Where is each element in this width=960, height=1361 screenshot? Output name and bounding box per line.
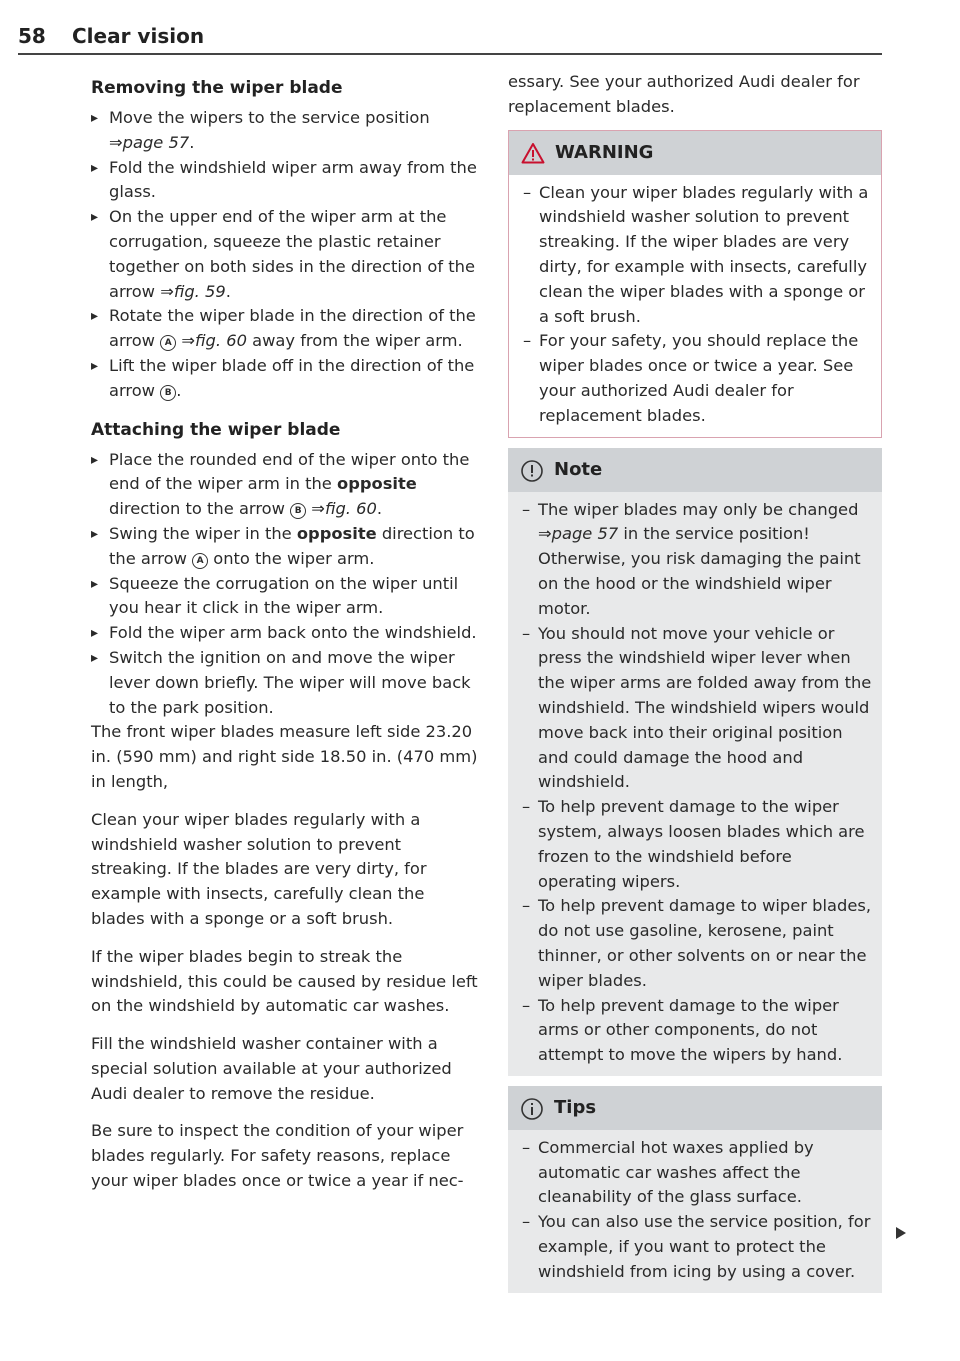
list-item: – You can also use the service position, for example, if you want to protect the windshield from icing by using a cover. (522, 1210, 872, 1284)
list-item: – To help prevent damage to wiper blades, do not use gasoline, kerosene, paint thinner, or other solvents on or near the wiper blades. (522, 894, 872, 993)
removing-heading: Removing the wiper blade (91, 78, 343, 98)
fig-ref-link[interactable]: ⇒fig. 60 (306, 499, 377, 519)
list-item: ▸ Lift the wiper blade off in the direction of the arrow B . (91, 354, 479, 404)
page-number: 58 (18, 24, 46, 48)
note-body (508, 492, 882, 1076)
tips-title: Tips (554, 1096, 597, 1118)
list-item: – Clean your wiper blades regularly with a windshield washer solution to prevent streaking. If the wiper blades are very dirty, for example with insects, carefully clean the wiper blades with a sponge or a soft brush. (523, 181, 871, 330)
list-item: ▸ Fold the windshield wiper arm away from the glass. (91, 156, 479, 206)
circle-a-icon: A (192, 553, 208, 569)
paragraph: The front wiper blades measure left side 23.20 in. (590 mm) and right side 18.50 in. (470 mm) in length, (91, 722, 478, 791)
list-item: ▸ Fold the wiper arm back onto the windshield. (91, 621, 479, 646)
warning-header (509, 131, 881, 175)
warning-triangle-icon (521, 142, 545, 172)
header-rule (18, 53, 882, 55)
page-ref-link[interactable]: ⇒page 57 (538, 524, 619, 544)
list-item: ▸ Move the wipers to the service position ⇒page 57. (91, 106, 479, 156)
paragraph: If the wiper blades begin to streak the windshield, this could be caused by residue left on the windshield by automatic car washes. (91, 946, 478, 1016)
list-item: – Commercial hot waxes applied by automatic car washes affect the cleanability of the glass surface. (522, 1136, 872, 1210)
tips-header (508, 1086, 882, 1130)
note-box (508, 448, 882, 1076)
list-item: – For your safety, you should replace the wiper blades once or twice a year. See your authorized Audi dealer for replacement blades. (523, 329, 871, 428)
warning-title: WARNING (555, 141, 654, 163)
list-item: ▸ Rotate the wiper blade in the direction of the arrow A ⇒fig. 60 away from the wiper arm. (91, 304, 479, 354)
list-item: ▸ On the upper end of the wiper arm at the corrugation, squeeze the plastic retainer together on both sides in the direction of the arrow ⇒fig. 59. (91, 205, 479, 304)
warning-body (509, 175, 881, 437)
warning-box (508, 130, 882, 438)
attaching-steps (91, 448, 479, 721)
section-title: Clear vision (72, 24, 205, 48)
continue-arrow-icon (894, 1225, 908, 1244)
continued-paragraph: essary. See your authorized Audi dealer for replacement blades. (508, 72, 860, 116)
exclamation-circle-icon (520, 459, 544, 491)
paragraph: Fill the windshield washer container with a special solution available at your authorized Audi dealer to remove the residue. (91, 1034, 452, 1103)
circle-a-icon: A (160, 335, 176, 351)
list-item: – The wiper blades may only be changed ⇒page 57 in the service position! Otherwise, you risk damaging the paint on the hood or the windshield wiper motor. (522, 498, 872, 622)
note-header (508, 448, 882, 492)
circle-b-icon: B (160, 385, 176, 401)
list-item: ▸ Place the rounded end of the wiper onto the end of the wiper arm in the opposite direction to the arrow B ⇒fig. 60. (91, 448, 479, 522)
list-item: ▸ Squeeze the corrugation on the wiper until you hear it click in the wiper arm. (91, 572, 479, 622)
page-ref-link[interactable]: ⇒page 57 (109, 132, 190, 152)
list-item: – To help prevent damage to the wiper system, always loosen blades which are frozen to the windshield before operating wipers. (522, 795, 872, 894)
paragraph: Clean your wiper blades regularly with a windshield washer solution to prevent streaking. If the blades are very dirty, for example with insects, carefully clean the blades with a sponge or a soft brush. (91, 809, 427, 928)
removing-steps (91, 106, 479, 404)
fig-ref-link[interactable]: ⇒fig. 59 (160, 281, 226, 301)
fig-ref-link[interactable]: ⇒fig. 60 (176, 331, 247, 351)
list-item: ▸ Switch the ignition on and move the wiper lever down briefly. The wiper will move back to the park position. (91, 646, 479, 720)
info-circle-icon (520, 1097, 544, 1129)
note-title: Note (554, 458, 603, 480)
tips-body (508, 1130, 882, 1293)
circle-b-icon: B (290, 503, 306, 519)
tips-box (508, 1086, 882, 1293)
paragraph: Be sure to inspect the condition of your wiper blades regularly. For safety reasons, replace your wiper blades once or twice a year if nec- (91, 1121, 464, 1191)
list-item: – You should not move your vehicle or press the windshield wiper lever when the wiper arms are folded away from the windshield. The windshield wipers would move back into their original position and could damage the hood and windshield. (522, 622, 872, 796)
left-column (91, 70, 479, 1207)
page-header (18, 22, 882, 54)
right-column (508, 70, 882, 1303)
list-item: ▸ Swing the wiper in the opposite direction to the arrow A onto the wiper arm. (91, 522, 479, 572)
attaching-heading: Attaching the wiper blade (91, 419, 341, 440)
list-item: – To help prevent damage to the wiper arms or other components, do not attempt to move the wipers by hand. (522, 994, 872, 1068)
